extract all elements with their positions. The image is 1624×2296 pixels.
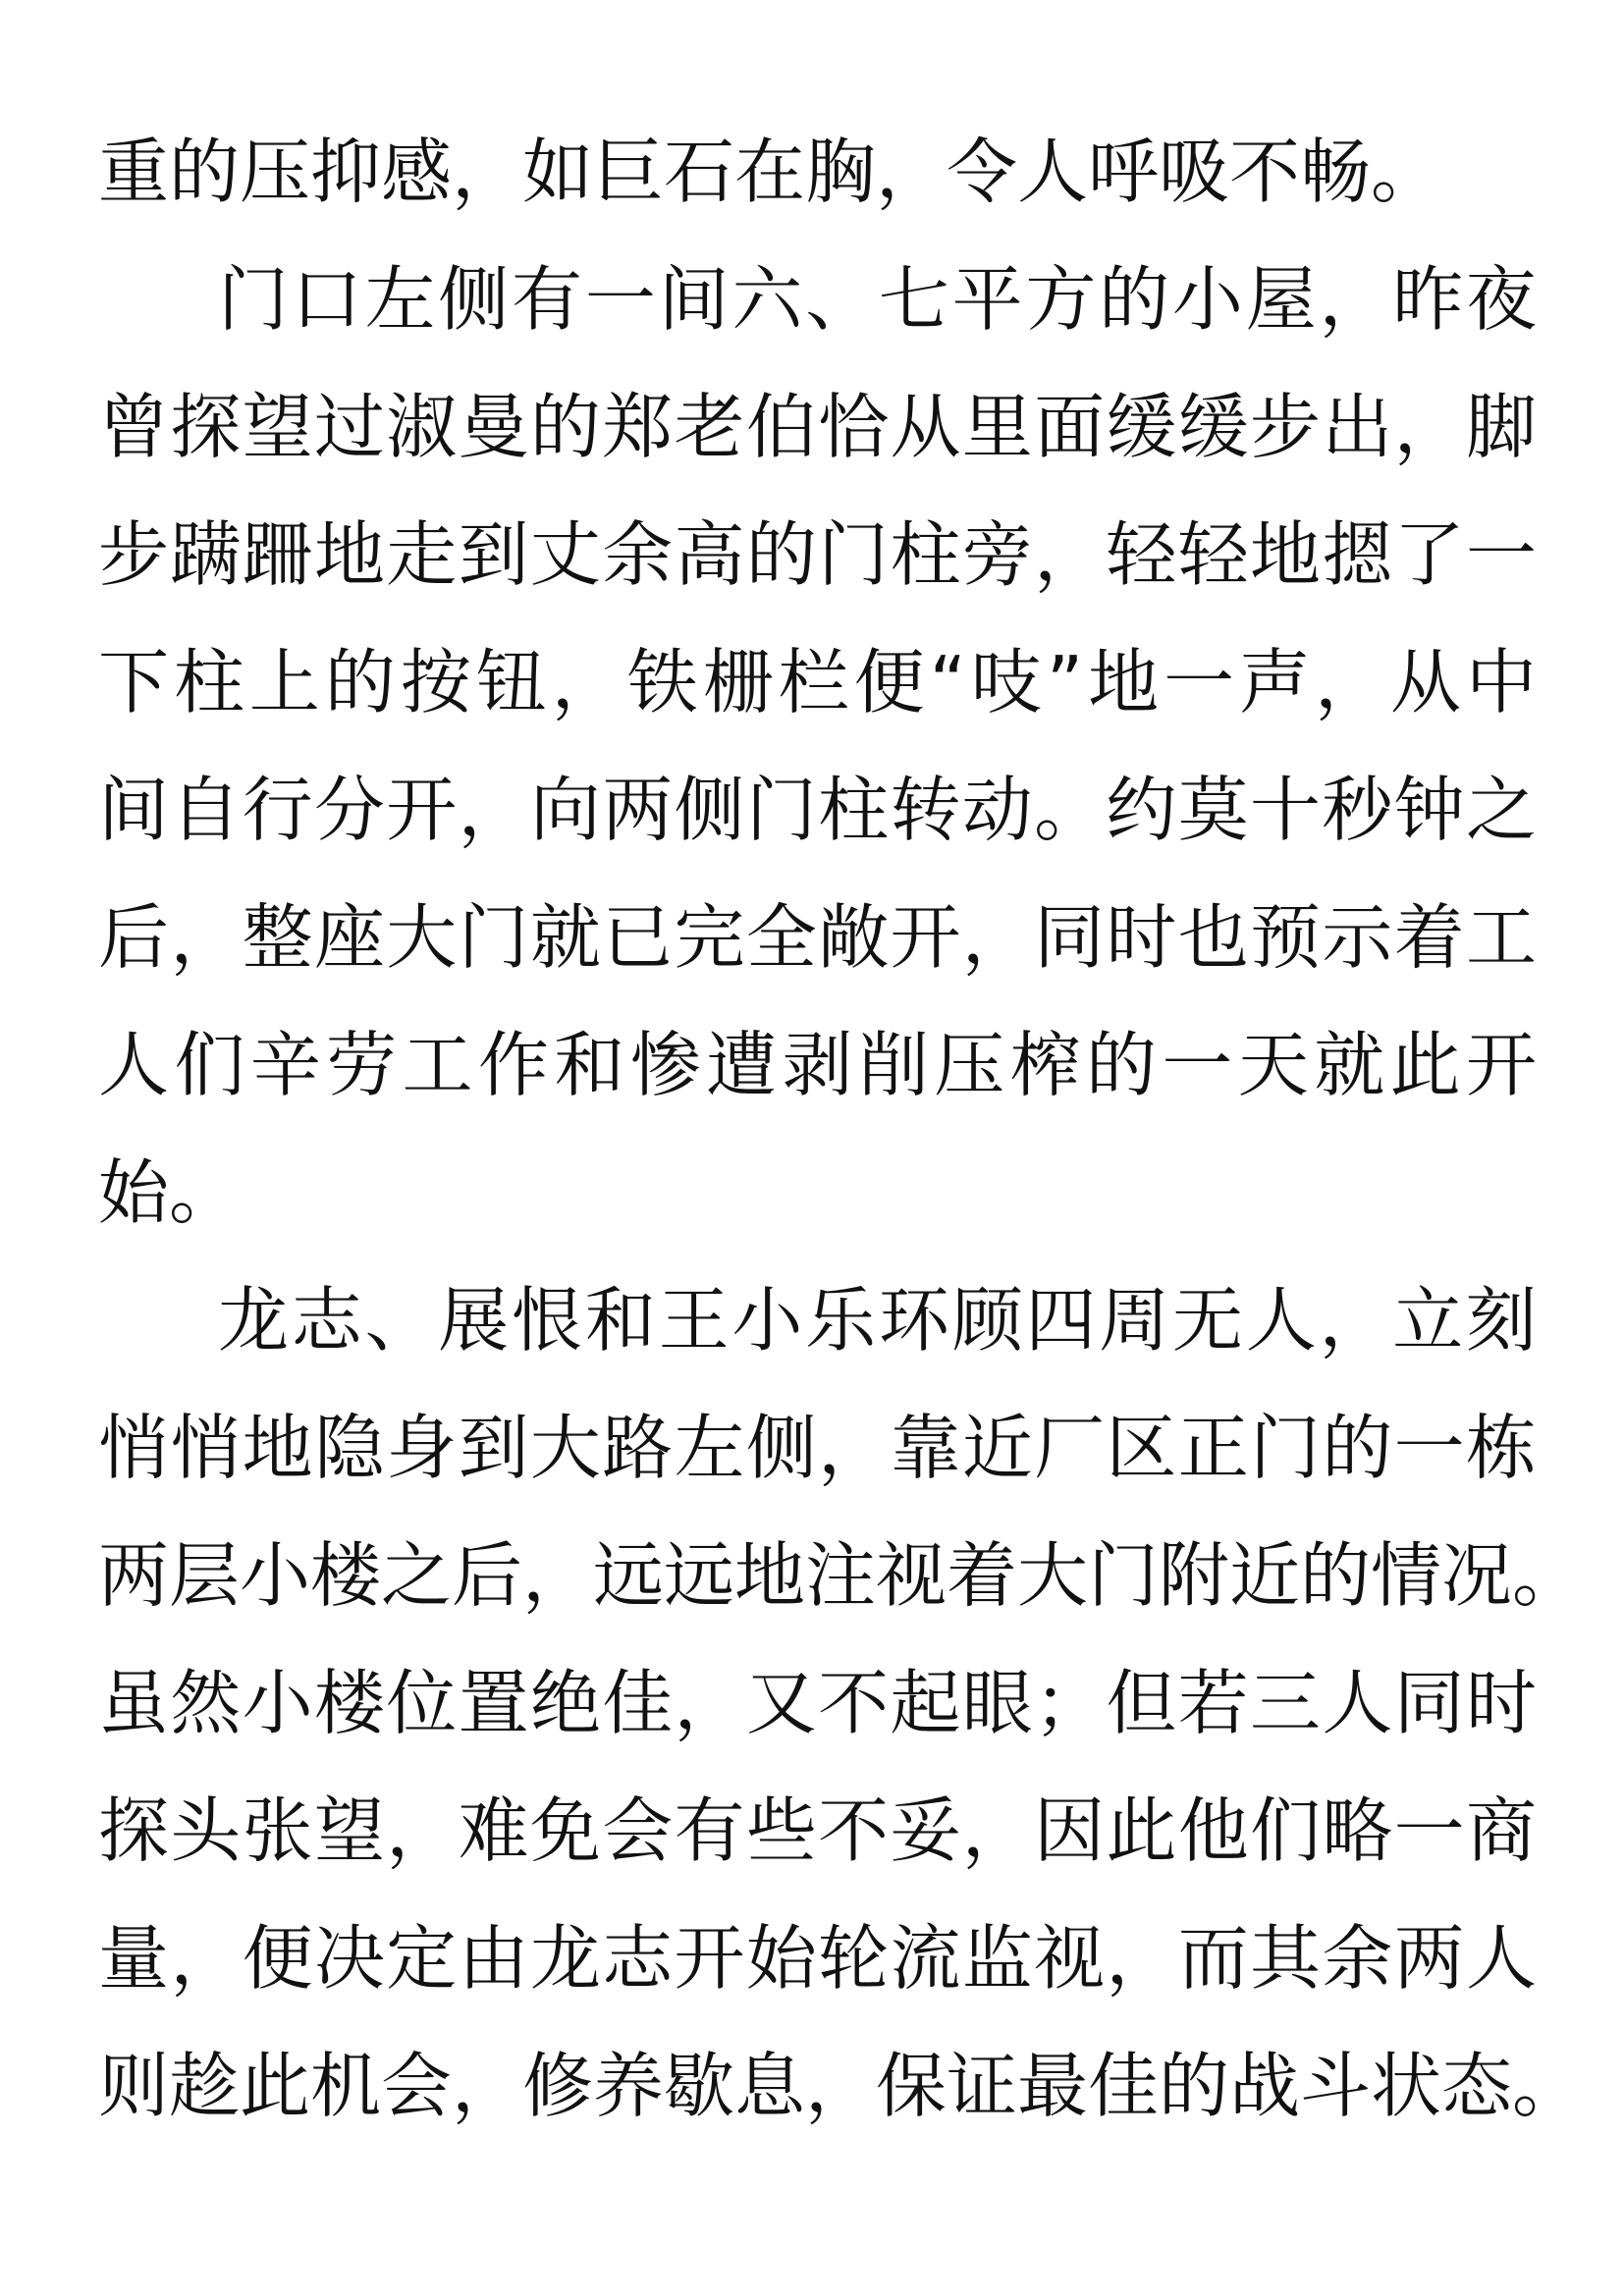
text-line: 间自行分开，向两侧门柱转动。约莫十秒钟之 — [98, 769, 1537, 851]
text-line: 悄悄地隐身到大路左侧，靠近厂区正门的一栋 — [98, 1407, 1537, 1489]
text-line: 下柱上的按钮，铁栅栏便“吱”地一声，从中 — [98, 641, 1537, 723]
text-line: 则趁此机会，修养歇息，保证最佳的战斗状态。 — [98, 2045, 1584, 2127]
text-line: 重的压抑感，如巨石在胸，令人呼吸不畅。 — [98, 131, 1442, 213]
text-line: 量，便决定由龙志开始轮流监视，而其余两人 — [98, 1917, 1537, 2000]
text-line: 始。 — [98, 1151, 241, 1234]
paragraph-first-line: 门口左侧有一间六、七平方的小屋，昨夜 — [218, 258, 1537, 341]
text-line: 步蹒跚地走到丈余高的门柱旁，轻轻地摁了一 — [98, 513, 1537, 596]
text-line: 探头张望，难免会有些不妥，因此他们略一商 — [98, 1789, 1537, 1872]
text-line: 两层小楼之后，远远地注视着大门附近的情况。 — [98, 1534, 1584, 1617]
text-line: 后，整座大门就已完全敞开，同时也预示着工 — [98, 896, 1537, 979]
paragraph-first-line: 龙志、展恨和王小乐环顾四周无人，立刻 — [218, 1279, 1537, 1362]
text-line: 虽然小楼位置绝佳，又不起眼；但若三人同时 — [98, 1662, 1537, 1744]
text-line: 曾探望过淑曼的郑老伯恰从里面缓缓步出，脚 — [98, 386, 1537, 468]
text-line: 人们辛劳工作和惨遭剥削压榨的一天就此开 — [98, 1024, 1537, 1106]
